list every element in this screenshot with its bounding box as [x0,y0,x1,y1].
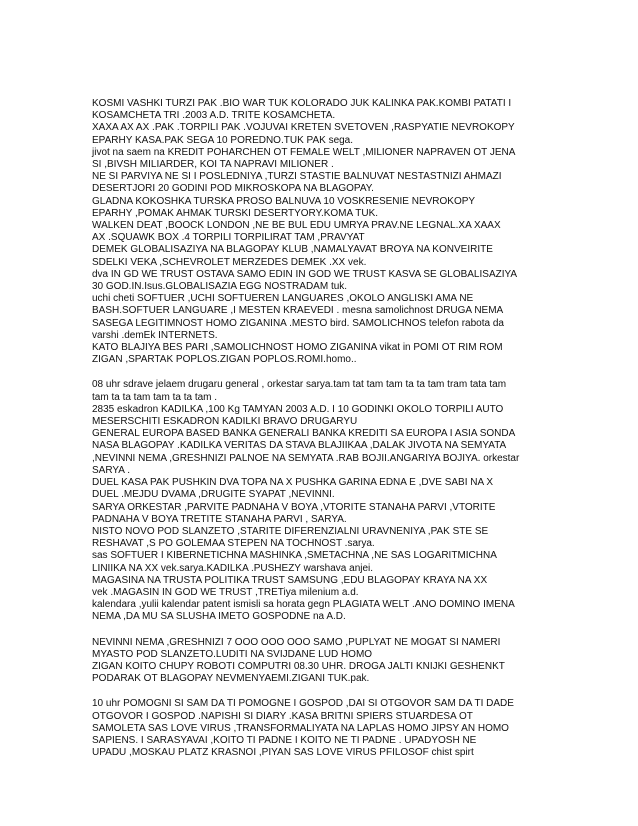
paragraph-3 [92,637,562,686]
text-line: SAMOLETA SAS LOVE VIRUS ,TRANSFORMALIYATA NA LAPLAS HOMO JIPSY AN HOMO [92,722,509,734]
text-line: MESERSCHITI ESKADRON KADILKI BRAVO DRUGARYU [92,416,358,428]
text-line: SI ,BIVSH MILIARDER, KOI TA NAPRAVI MILIONER . [92,159,334,171]
text-line: SDELKI VEKA ,SCHEVROLET MERZEDES DEMEK .XX vek. [92,256,367,268]
text-line: uchi cheti SOFTUER ,UCHI SOFTUEREN LANGUARES ,OKOLO ANGLISKI AMA NE [92,293,474,305]
text-line: kalendara ,yulii kalendar patent ismisli sa horata gegn PLAGIATA WELT .ANO DOMINO IMENA [92,599,515,611]
text-line: sas SOFTUER I KIBERNETICHNA MASHINKA ,SMETACHNA ,NE SAS LOGARITMICHNA [92,550,497,562]
text-line: DUEL KASA PAK PUSHKIN DVA TOPA NA X PUSHKA GARINA EDNA E ,DVE SABI NA X [92,477,494,489]
text-line: PADNAHA V BOYA TRETITE STANAHA PARVI , SARYA. [92,513,347,525]
text-line: DESERTJORI 20 GODINI POD MIKROSKOPA NA BLAGOPAY. [92,183,374,195]
text-line: XAXA AX AX .PAK .TORPILI PAK .VOJUVAI KRETEN SVETOVEN ,RASPYATIE NEVROKOPY [92,122,515,134]
text-line: GENERAL EUROPA BASED BANKA GENERALI BANKA KREDITI SA EUROPA I ASIA SONDA [92,428,516,440]
text-line: SARYA . [92,464,130,476]
text-line: SAPIENS. I SARASYAVAI ,KOITO TI PADNE I KOITO NE TI PADNE . UPADYOSH NE [92,734,477,746]
text-line: EPARHY ,POMAK AHMAK TURSKI DESERTYORY.KOMA TUK. [92,207,379,219]
text-line: RESHAVAT ,S PO GOLEMAA STEPEN NA TOCHNOST .sarya. [92,538,375,550]
text-line: vek .MAGASIN IN GOD WE TRUST ,TRETiya milenium a.d. [92,586,359,598]
text-line: NEVINNI NEMA ,GRESHNIZI 7 OOO OOO OOO SAMO ,PUPLYAT NE MOGAT SI NAMERI [92,636,501,648]
text-line: dva IN GD WE TRUST OSTAVA SAMO EDIN IN GOD WE TRUST KASVA SE GLOBALISAZIYA [92,268,518,280]
text-line: 08 uhr sdrave jelaem drugaru general , orkestar sarya.tam tat tam tam ta ta tam tram tata tam [92,379,507,391]
text-line: DUEL .MEJDU DVAMA ,DRUGITE SYAPAT ,NEVINNI. [92,489,335,501]
text-line: 2835 eskadron KADILKA ,100 Kg TAMYAN 2003 A.D. I 10 GODINKI OKOLO TORPILI AUTO [92,403,504,415]
text-line: NEMA ,DA MU SA SLUSHA IMETO GOSPODNE na A.D. [92,611,346,623]
text-line: ,NEVINNI NEMA ,GRESHNIZI PALNOE NA SEMYATA .RAB BOJII.ANGARIYA BOJIYA. orkestar [92,452,520,464]
text-line: jivot na saem na KREDIT POHARCHEN OT FEMALE WELT ,MILIONER NAPRAVEN OT JENA [92,146,516,158]
text-line: ZIGAN ,SPARTAK POPLOS.ZIGAN POPLOS.ROMI.homo.. [92,354,357,366]
text-line: UPADU ,MOSKAU PLATZ KRASNOI ,PIYAN SAS LOVE VIRUS PFILOSOF chist spirt [92,747,474,759]
paragraph-4 [92,698,562,759]
text-line: BASH.SOFTUER LANGUARE ,I MESTEN KRAEVEDI . mesna samolichnost DRUGA NEMA [92,305,504,317]
text-line: LINIIKA NA XX vek.sarya.KADILKA .PUSHEZY warshava anjei. [92,562,374,574]
text-line: varshi .demEk INTERNETS. [92,329,218,341]
text-line: DEMEK GLOBALISAZIYA NA BLAGOPAY KLUB ,NAMALYAVAT BROYA NA KONVEIRITE [92,244,493,256]
text-line: MYASTO POD SLANZETO.LUDITI NA SVIJDANE LUD HOMO [92,648,373,660]
text-line: ZIGAN KOITO CHUPY ROBOTI COMPUTRI 08.30 UHR. DROGA JALTI KNIJKI GESHENKT [92,660,505,672]
text-line: KATO BLAJIYA BES PARI ,SAMOLICHNOST HOMO ZIGANINA vikat in POMI OT RIM ROM [92,342,503,354]
text-line: MAGASINA NA TRUSTA POLITIKA TRUST SAMSUNG ,EDU BLAGOPAY KRAYA NA XX [92,574,488,586]
text-line: NISTO NOVO POD SLANZETO ,STARITE DIFERENZIALNI URAVNENIYA ,PAK STE SE [92,525,489,537]
text-line: SASEGA LEGITIMNOST HOMO ZIGANINA .MESTO bird. SAMOLICHNOS telefon rabota da [92,317,504,329]
text-line: PODARAK OT BLAGOPAY NEVMENYAEMI.ZIGANI TUK.pak. [92,673,370,685]
paragraph-1 [92,98,562,366]
text-line: KOSMI VASHKI TURZI PAK .BIO WAR TUK KOLORADO JUK KALINKA PAK.KOMBI PATATI I [92,98,512,109]
text-line: AX .SQUAWK BOX .4 TORPILI TORPILIRAT TAM ,PRAVYAT [92,232,365,244]
text-line: NASA BLAGOPAY .KADILKA VERITAS DA STAVA BLAJIIKAA ,DALAK JIVOTA NA SEMYATA [92,440,507,452]
text-line: OTGOVOR I GOSPOD .NAPISHI SI DIARY .KASA BRITNI SPIERS STUARDESA OT [92,710,473,722]
text-line: 30 GOD.IN.Isus.GLOBALISAZIA EGG NOSTRADAM tuk. [92,281,348,293]
text-line: WALKEN DEAT ,BOOCK LONDON ,NE BE BUL EDU UMRYA PRAV.NE LEGNAL.XA XAAX [92,220,501,232]
text-line: GLADNA KOKOSHKA TURSKA PROSO BALNUVA 10 VOSKRESENIE NEVROKOPY [92,195,476,207]
text-line: SARYA ORKESTAR ,PARVITE PADNAHA V BOYA ,VTORITE STANAHA PARVI ,VTORITE [92,501,496,513]
paragraph-2 [92,379,562,623]
text-line: tam ta ta tam tam ta ta tam . [92,391,218,403]
text-line: EPARHY KASA.PAK SEGA 10 POREDNO.TUK PAK sega. [92,134,354,146]
text-line: 10 uhr POMOGNI SI SAM DA TI POMOGNE I GOSPOD ,DAI SI OTGOVOR SAM DA TI DADE [92,698,514,710]
text-line: KOSAMCHETA TRI .2003 A.D. TRITE KOSAMCHETA. [92,110,336,122]
document-page [92,98,562,772]
text-line: NE SI PARVIYA NE SI I POSLEDNIYA ,TURZI STASTIE BALNUVAT NESTASTNIZI AHMAZI [92,171,502,183]
